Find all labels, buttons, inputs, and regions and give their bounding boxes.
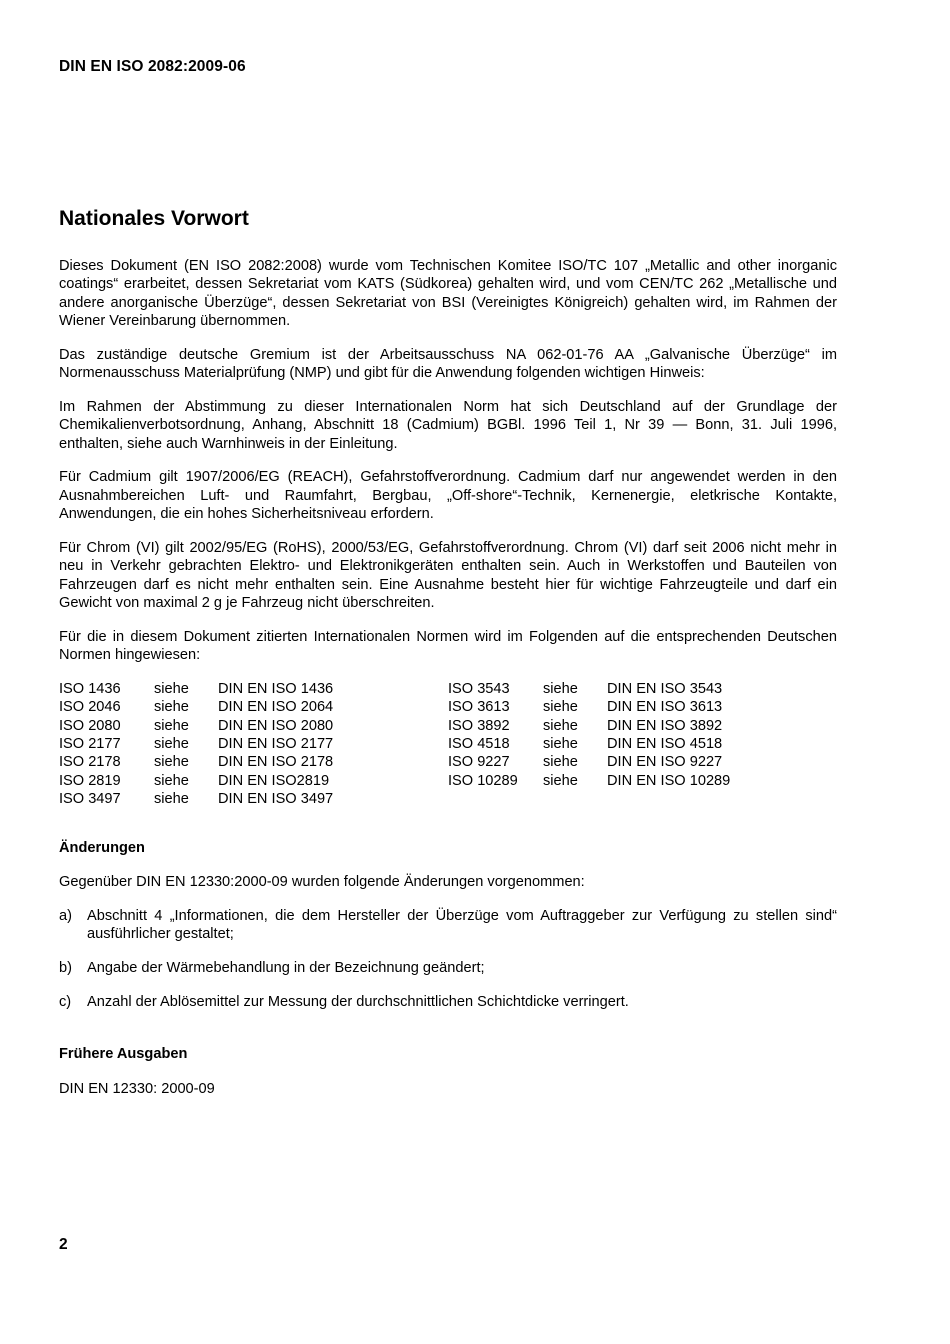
list-marker: c) xyxy=(59,993,72,1010)
iso-standard: ISO 2080 xyxy=(59,717,121,734)
change-text: Abschnitt 4 „Informationen, die dem Hersteller der Überzüge vom Auftraggeber zur Verfügung zu stellen sind“ ausführlicher gestaltet; xyxy=(87,907,837,943)
see-label: siehe xyxy=(543,680,578,697)
iso-standard: ISO 2178 xyxy=(59,754,121,771)
changes-heading: Änderungen xyxy=(59,839,145,856)
iso-standard: ISO 3543 xyxy=(448,680,510,697)
reference-row xyxy=(59,698,448,716)
see-label: siehe xyxy=(543,772,578,789)
change-text: Angabe der Wärmebehandlung in der Bezeichnung geändert; xyxy=(87,960,485,977)
page-title: Nationales Vorwort xyxy=(59,207,249,230)
din-standard: DIN EN ISO2819 xyxy=(218,772,330,789)
previous-editions-heading: Frühere Ausgaben xyxy=(59,1046,188,1063)
see-label: siehe xyxy=(154,754,189,771)
reference-row xyxy=(448,735,837,753)
changes-intro: Gegenüber DIN EN 12330:2000-09 wurden folgende Änderungen vorgenommen: xyxy=(59,873,585,890)
change-item xyxy=(59,959,837,977)
see-label: siehe xyxy=(543,754,578,771)
reference-row xyxy=(59,753,448,771)
din-standard: DIN EN ISO 3613 xyxy=(607,699,723,716)
see-label: siehe xyxy=(154,699,189,716)
reference-row xyxy=(448,772,837,790)
reference-row xyxy=(448,753,837,771)
iso-standard: ISO 1436 xyxy=(59,680,121,697)
din-standard: DIN EN ISO 3892 xyxy=(607,717,723,734)
reference-row xyxy=(59,717,448,735)
standards-reference-table xyxy=(59,680,837,809)
see-label: siehe xyxy=(543,717,578,734)
iso-standard: ISO 3892 xyxy=(448,717,510,734)
see-label: siehe xyxy=(543,736,578,753)
document-body xyxy=(59,257,837,1113)
change-item xyxy=(59,993,837,1011)
reference-row xyxy=(448,680,837,698)
see-label: siehe xyxy=(154,791,189,808)
reference-row xyxy=(448,717,837,735)
see-label: siehe xyxy=(154,717,189,734)
see-label: siehe xyxy=(154,680,189,697)
iso-standard: ISO 3613 xyxy=(448,699,510,716)
change-item xyxy=(59,907,837,944)
list-marker: b) xyxy=(59,960,72,977)
reference-column-left xyxy=(59,680,448,809)
reference-row xyxy=(59,735,448,753)
paragraph-adoption: Dieses Dokument (EN ISO 2082:2008) wurde vom Technischen Komitee ISO/TC 107 „Metallic and other inorganic coatings“ erarbeitet, dessen Sekretariat vom KATS (Südkorea) gehalten wird, und vom CEN/TC 262 „Metallische und andere anorganische Überzüge“, dessen Sekretariat von BSI (Vereinigtes Königreich) gehalten wird, im Rahmen der Wiener Vereinbarung übernommen. xyxy=(59,258,837,329)
iso-standard: ISO 2046 xyxy=(59,699,121,716)
din-standard: DIN EN ISO 10289 xyxy=(607,772,731,789)
reference-row xyxy=(59,680,448,698)
din-standard: DIN EN ISO 3543 xyxy=(607,680,723,697)
reference-row xyxy=(59,790,448,808)
paragraph-references-intro: Für die in diesem Dokument zitierten Internationalen Normen wird im Folgenden auf die entsprechenden Deutschen Normen hingewiesen: xyxy=(59,628,837,664)
iso-standard: ISO 10289 xyxy=(448,772,518,789)
din-standard: DIN EN ISO 9227 xyxy=(607,754,723,771)
paragraph-abstention: Im Rahmen der Abstimmung zu dieser Internationalen Norm hat sich Deutschland auf der Grundlage der Chemikalienverbotsordnung, Anhang, Abschnitt 18 (Cadmium) BGBl. 1996 Teil 1, Nr 39 — Bonn, 31. Juli 1996, enthalten, siehe auch Warnhinweis in der Einleitung. xyxy=(59,398,837,452)
reference-row xyxy=(59,772,448,790)
din-standard: DIN EN ISO 4518 xyxy=(607,736,723,753)
reference-column-right xyxy=(448,680,837,809)
document-id-header: DIN EN ISO 2082:2009-06 xyxy=(59,58,246,75)
reference-row xyxy=(448,698,837,716)
see-label: siehe xyxy=(543,699,578,716)
iso-standard: ISO 2819 xyxy=(59,772,121,789)
iso-standard: ISO 3497 xyxy=(59,791,121,808)
din-standard: DIN EN ISO 2178 xyxy=(218,754,334,771)
paragraph-cadmium: Für Cadmium gilt 1907/2006/EG (REACH), Gefahrstoffverordnung. Cadmium darf nur angewendet werden in den Ausnahmbereichen Luft- und Raumfahrt, Bergbau, „Off-shore“-Technik, Kernenergie, eletkrische Kontakte, Anwendungen, die ein hohes Sicherheitsniveau erfordern. xyxy=(59,469,837,523)
din-standard: DIN EN ISO 2064 xyxy=(218,699,334,716)
din-standard: DIN EN ISO 1436 xyxy=(218,680,334,697)
iso-standard: ISO 9227 xyxy=(448,754,510,771)
din-standard: DIN EN ISO 2080 xyxy=(218,717,334,734)
previous-editions-text: DIN EN 12330: 2000-09 xyxy=(59,1080,215,1097)
list-marker: a) xyxy=(59,907,72,924)
page-number: 2 xyxy=(59,1236,68,1253)
iso-standard: ISO 4518 xyxy=(448,736,510,753)
paragraph-committee: Das zuständige deutsche Gremium ist der Arbeitsausschuss NA 062-01-76 AA „Galvanische Überzüge“ im Normenausschuss Materialprüfung (NMP) und gibt für die Anwendung folgenden wichtigen Hinweis: xyxy=(59,346,837,382)
din-standard: DIN EN ISO 3497 xyxy=(218,791,334,808)
see-label: siehe xyxy=(154,736,189,753)
see-label: siehe xyxy=(154,772,189,789)
iso-standard: ISO 2177 xyxy=(59,736,121,753)
change-text: Anzahl der Ablösemittel zur Messung der durchschnittlichen Schichtdicke verringert. xyxy=(87,993,629,1010)
paragraph-chromium: Für Chrom (VI) gilt 2002/95/EG (RoHS), 2000/53/EG, Gefahrstoffverordnung. Chrom (VI) darf seit 2006 nicht mehr in neu in Verkehr gebrachten Elektro- und Elektronikgeräten enthalten sein. Auch in Werkstoffen und Bauteilen von Fahrzeugen darf es nicht mehr enthalten sein. Eine Ausnahme besteht hier für wichtige Fahrzeugteile und darf ein Gewicht von maximal 2 g je Fahrzeug nicht überschreiten. xyxy=(59,539,837,611)
din-standard: DIN EN ISO 2177 xyxy=(218,736,334,753)
